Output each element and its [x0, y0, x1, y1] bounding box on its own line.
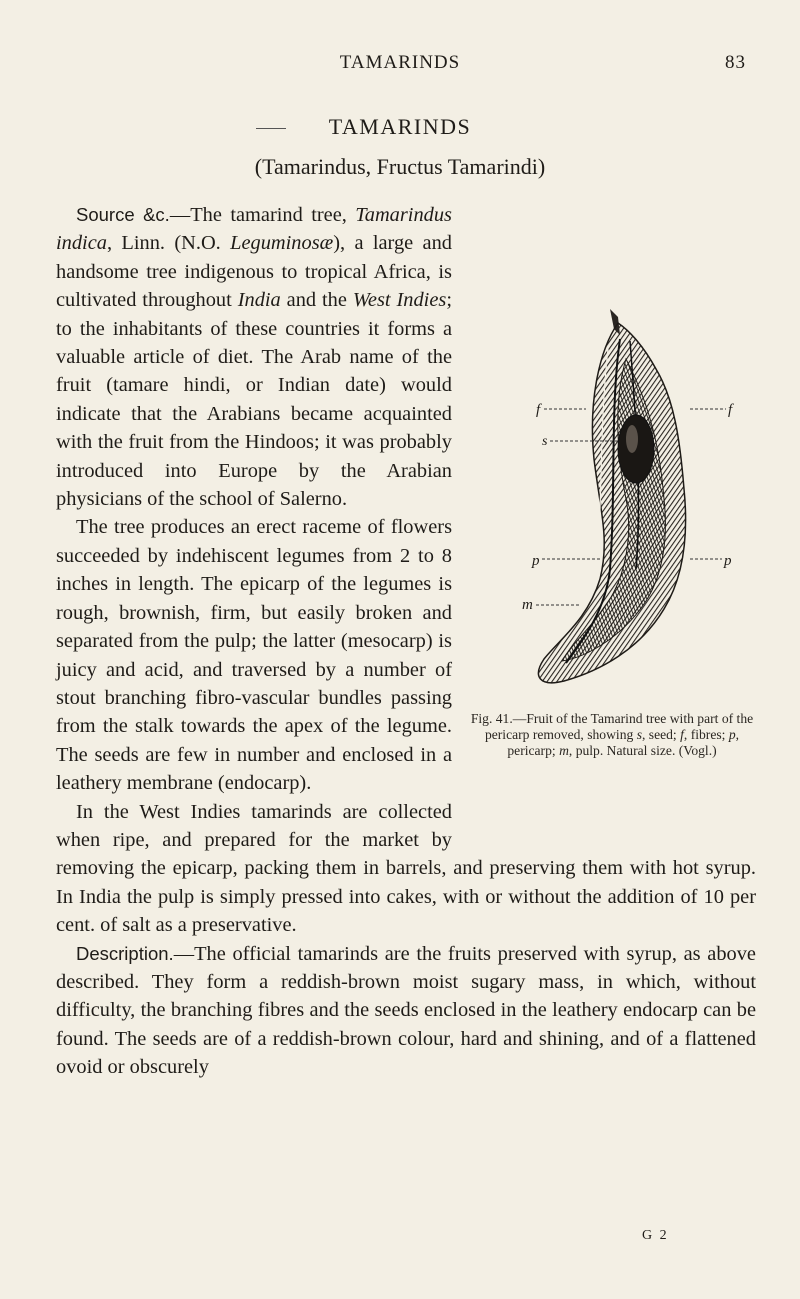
article-body [56, 201, 756, 1082]
label-m: m [522, 597, 533, 613]
label-f-left: f [536, 402, 541, 418]
paragraph-raceme: The tree produces an erect raceme of flowers succeeded by indehiscent legumes from 2 to 8 inches in length. The epicarp of the legumes is rough, brownish, firm, but easily broken and separated from the pulp; the latter (mesocarp) is juicy and acid, and traversed by a number of stout branching fibro-vascular bundles passing from the stalk towards the apex of the legume. The seeds are few in number and enclosed in a leathery membrane (endocarp). [56, 516, 452, 795]
article-subtitle: (Tamarindus, Fructus Tamarindi) [254, 154, 546, 179]
tamarind-fruit-illustration [460, 289, 756, 709]
paragraph-description: Description.—The official tamarinds are the fruits preserved with syrup, as above described. They form a reddish-brown moist sugary mass, in which, without difficulty, the branching fibres and the seeds enclosed in the leathery endocarp can be found. The seeds are of a reddish-brown colour, hard and shining, and of a flattened ovoid or obscurely [56, 942, 756, 1079]
paragraph-west-indies: In the West Indies tamarinds are collected when ripe, and prepared for the market by removing the epicarp, packing them in barrels, and preserving them with hot syrup. In India the pulp is simply pressed into cakes, with or without the addition of 10 per cent. of salt as a preservative. [56, 800, 756, 937]
label-p-left: p [532, 553, 540, 569]
running-title: TAMARINDS [339, 52, 461, 73]
label-p-right: p [724, 553, 732, 569]
paragraph-source: Source &c.—The tamarind tree, Tamarindus indica, Linn. (N.O. Leguminosæ), a large and handsome tree indigenous to tropical Africa, is cultivated throughout India and the West Indies; to the inhabitants of these countries it forms a valuable article of diet. The Arab name of the fruit (tamare hindi, or Indian date) would indicate that the Arabians became acquainted with the fruit from the Hindoos; it was probably introduced into Europe by the Arabian physicians of the school of Salerno. [56, 204, 453, 511]
label-f-right: f [728, 402, 733, 418]
label-s: s [542, 434, 548, 449]
article-title: TAMARINDS [328, 114, 472, 139]
signature-mark: G 2 [642, 1228, 669, 1243]
figure-41 [460, 201, 756, 829]
figure-caption: Fig. 41.—Fruit of the Tamarind tree with part of the pericarp removed, showing s, seed; f, fibres; p, pericarp; m, pulp. Natural size. (Vogl.) [470, 711, 754, 758]
description-heading: Description. [76, 942, 174, 964]
page-number: 83 [725, 52, 746, 73]
source-heading: Source &c. [76, 204, 170, 225]
